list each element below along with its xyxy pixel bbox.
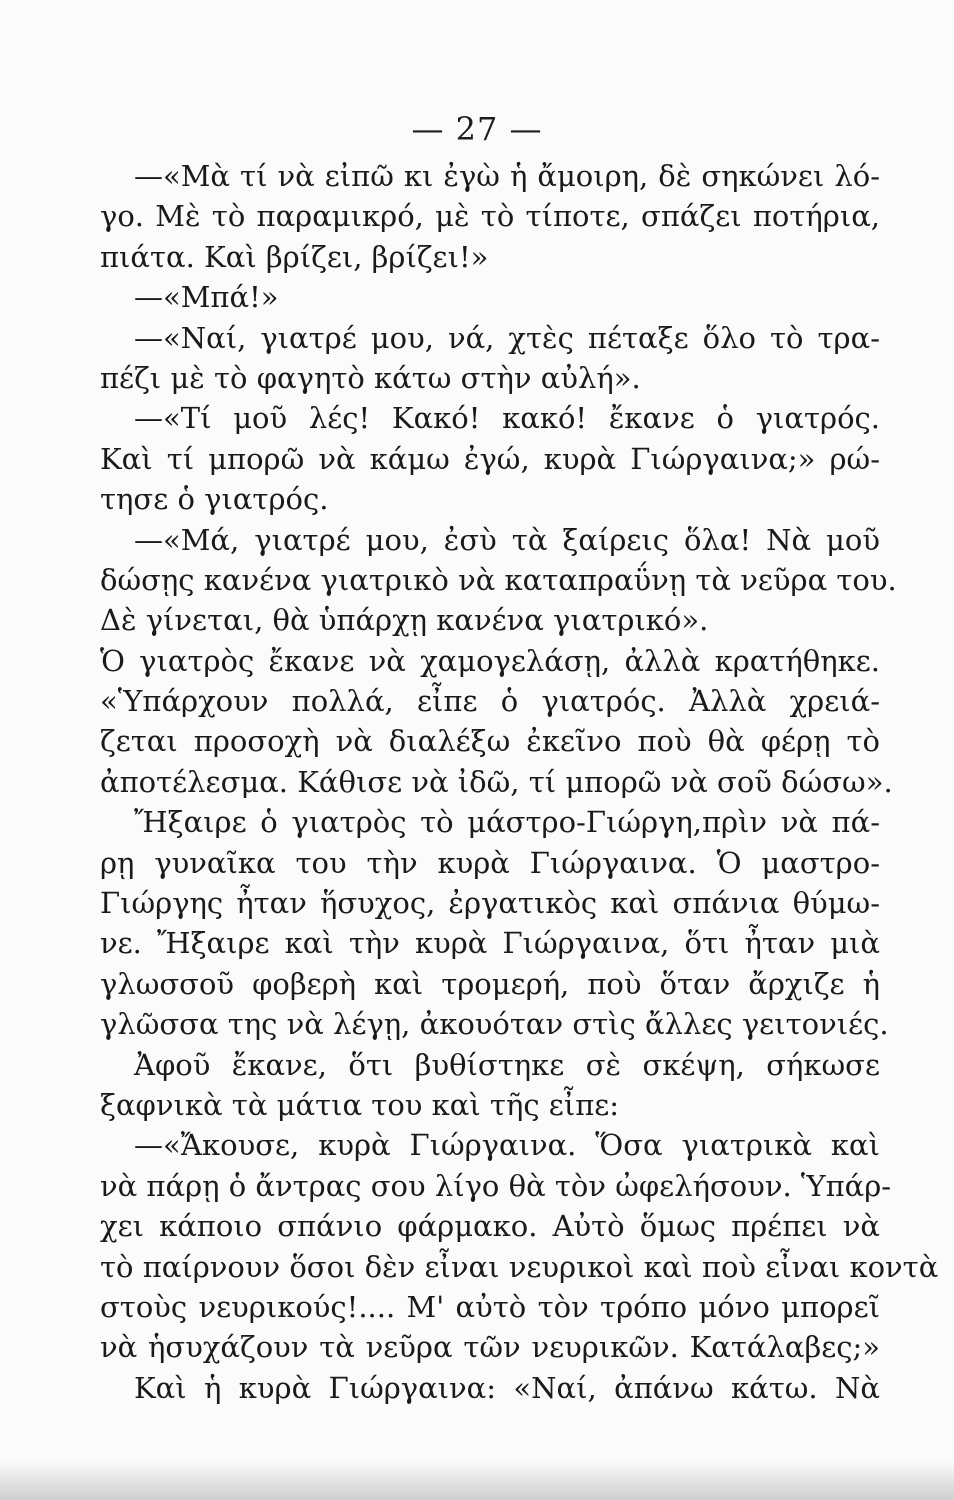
text-line: Ἀφοῦ ἔκανε, ὅτι βυθίστηκε σὲ σκέψη, σήκωσε [134,1047,880,1082]
page-shadow [0,1460,954,1500]
text-line: —«Μά, γιατρέ μου, ἐσὺ τὰ ξαίρεις ὅλα! Νὰ μοῦ [134,522,880,557]
text-line: ρῃ γυναῖκα του τὴν κυρὰ Γιώργαινα. Ὁ μαστρο- [100,845,880,880]
text-line: τὸ παίρνουν ὅσοι δὲν εἶναι νευρικοὶ καὶ ποὺ εἶναι κοντὰ [100,1249,939,1284]
text-line: Ἤξαιρε ὁ γιατρὸς τὸ μάστρο-Γιώργη,πρὶν νὰ πά- [134,805,880,840]
text-line: Γιώργης ἦταν ἥσυχος, ἐργατικὸς καὶ σπάνια θύμω- [100,886,880,921]
text-line: —«Μὰ τί νὰ εἰπῶ κι ἐγὼ ἡ ἄμοιρη, δὲ σηκώνει λό- [134,159,880,193]
text-line: «Ὑπάρχουν πολλά, εἶπε ὁ γιατρός. Ἀλλὰ χρειά- [100,684,880,719]
text-line: νε. Ἤξαιρε καὶ τὴν κυρὰ Γιώργαινα, ὅτι ἦταν μιὰ [100,926,880,961]
text-line: Δὲ γίνεται, θὰ ὑπάρχῃ κανένα γιατρικό». [100,603,709,638]
text-line: τησε ὁ γιατρός. [100,482,329,517]
text-line: γλωσσοῦ φοβερὴ καὶ τρομερή, ποὺ ὅταν ἄρχιζε ἡ [100,966,880,1001]
text-line: γο. Μὲ τὸ παραμικρό, μὲ τὸ τίποτε, σπάζει ποτήρια, [100,199,880,234]
text-line: στοὺς νευρικούς!.... Μ' αὐτὸ τὸν τρόπο μόνο μπορεῖ [100,1289,880,1324]
text-line: χει κάποιο σπάνιο φάρμακο. Αὐτὸ ὅμως πρέπει νὰ [100,1209,880,1244]
text-line: ἀποτέλεσμα. Κάθισε νὰ ἰδῶ, τί μπορῶ νὰ σοῦ δώσω». [100,764,893,799]
text-line: —«Ἄκουσε, κυρὰ Γιώργαινα. Ὅσα γιατρικὰ καὶ [134,1128,880,1163]
body-text [100,156,939,1408]
text-line: —«Τί μοῦ λές! Κακό! κακό! ἔκανε ὁ γιατρός. [134,401,880,436]
text-line: Καὶ ἡ κυρὰ Γιώργαινα: «Ναί, ἀπάνω κάτω. Νὰ [134,1370,880,1405]
text-line: Ὁ γιατρὸς ἔκανε νὰ χαμογελάσῃ, ἀλλὰ κρατήθηκε. [100,643,880,678]
text-line: δώσῃς κανένα γιατρικὸ νὰ καταπραΰνῃ τὰ νεῦρα του. [100,562,897,597]
text-line: πιάτα. Καὶ βρίζει, βρίζει!» [100,239,489,274]
text-line: —«Μπά!» [134,280,279,315]
text-line: —«Ναί, γιατρέ μου, νά, χτὲς πέταξε ὅλο τὸ τρα- [134,320,880,355]
text-line: ξαφνικὰ τὰ μάτια του καὶ τῆς εἶπε: [100,1087,620,1122]
text-line: πέζι μὲ τὸ φαγητὸ κάτω στὴν αὐλή». [100,360,641,395]
text-line: Καὶ τί μπορῶ νὰ κάμω ἐγώ, κυρὰ Γιώργαινα;» ρώ- [100,441,880,476]
text-line: νὰ ἡσυχάζουν τὰ νεῦρα τῶν νευρικῶν. Κατάλαβες;» [100,1330,880,1365]
text-line: νὰ πάρῃ ὁ ἄντρας σου λίγο θὰ τὸν ὠφελήσουν. Ὑπάρ- [100,1168,892,1203]
text-line: γλῶσσα της νὰ λέγῃ, ἀκουόταν στὶς ἄλλες γειτονιές. [100,1007,889,1042]
text-line: ζεται προσοχὴ νὰ διαλέξω ἐκεῖνο ποὺ θὰ φέρῃ τὸ [100,724,880,759]
page-number: — 27 — [411,110,543,148]
